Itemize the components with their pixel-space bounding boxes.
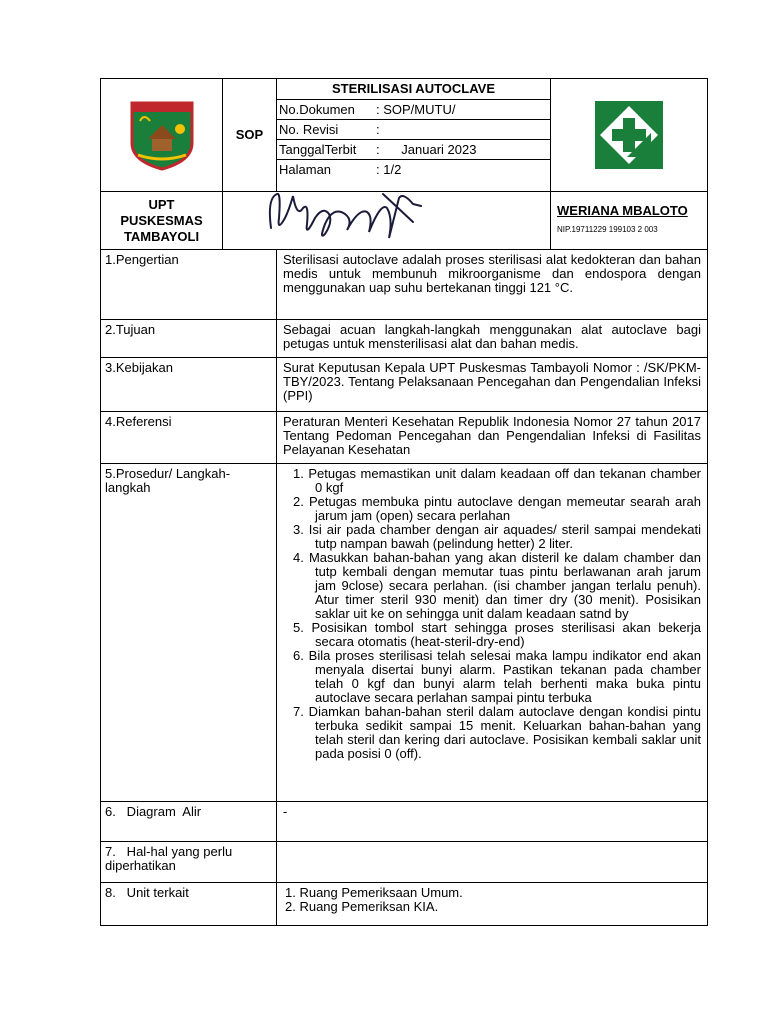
section-body-prosedur xyxy=(277,464,708,802)
procedure-step: 4. Masukkan bahan-bahan yang akan disteril ke dalam chamber dan tutp kembali dengan memutar tuas pintu berlawanan arah jarum jam 9close) secara perlahan. (isi chamber jangan terlalu penuh). Atur timer steril 930 menit) dan timer dry (30 menit). Posisikan saklar uit ke on sehingga unit dalam keadaan satnd by xyxy=(293,550,701,621)
section-body-hal xyxy=(277,842,708,883)
section-label-prosedur: 5.Prosedur/ Langkah-langkah xyxy=(101,464,277,802)
procedure-step: 5. Posisikan tombol start sehingga proses sterilisasi akan bekerja secara otomatis (heat-steril-dry-end) xyxy=(293,620,701,649)
section-body-tujuan: Sebagai acuan langkah-langkah menggunakan alat autoclave bagi petugas untuk mensterilisasi alat dan bahan medis. xyxy=(277,320,708,358)
puskesmas-name-cell xyxy=(101,192,223,250)
section-label-diagram: 6. Diagram Alir xyxy=(101,802,277,842)
sop-label-cell xyxy=(223,79,277,192)
procedure-step: 2. Petugas membuka pintu autoclave dengan memeutar searah arah jarum jam (open) secara perlahan xyxy=(293,494,701,523)
section-body-pengertian: Sterilisasi autoclave adalah proses sterilisasi alat kedokteran dan bahan medis untuk membunuh mikroorganisme dan endospora dengan menggunakan uap suhu bertekanan tinggi 121 °C. xyxy=(277,250,708,320)
sop-document xyxy=(100,78,707,926)
unit-item: 1. Ruang Pemeriksaan Umum. xyxy=(285,885,463,900)
regency-logo-cell xyxy=(101,79,223,192)
document-title: STERILISASI AUTOCLAVE xyxy=(277,79,550,100)
meta-no-dokumen: No.Dokumen : SOP/MUTU/ xyxy=(277,100,550,120)
signature-cell xyxy=(223,192,551,250)
doc-meta-cell xyxy=(277,79,551,192)
sop-label: SOP xyxy=(235,127,264,142)
signer-nip: NIP.19711229 199103 2 003 xyxy=(557,225,658,234)
procedure-step: 1. Petugas memastikan unit dalam keadaan off dan tekanan chamber 0 kgf xyxy=(293,466,701,495)
procedure-step: 7. Diamkan bahan-bahan steril dalam autoclave dengan kondisi pintu terbuka sedikit sampai 15 menit. Keluarkan bahan-bahan yang telah steril dan kering dari autoclave. Posisikan kembali saklar unit pada posisi 0 (off). xyxy=(293,704,701,761)
meta-no-revisi: No. Revisi : xyxy=(277,120,550,140)
section-label-hal: 7. Hal-hal yang perlu diperhatikan xyxy=(101,842,277,883)
puskesmas-logo-cell xyxy=(551,79,708,192)
procedure-step: 6. Bila proses sterilisasi telah selesai maka lampu indikator end akan menyala disertai bunyi alarm. Pastikan tekanan pada chamber telah 0 kgf dan bunyi alarm telah berhenti maka buka pintu autoclave secara perlahan sampai pintu terbuka xyxy=(293,648,701,705)
meta-tanggal-terbit: TanggalTerbit : Januari 2023 xyxy=(277,140,550,160)
section-label-tujuan: 2.Tujuan xyxy=(101,320,277,358)
section-body-diagram: - xyxy=(277,802,708,842)
regency-logo-icon xyxy=(128,99,196,171)
section-body-unit xyxy=(277,883,708,926)
puskesmas-name: UPT PUSKESMAS TAMBAYOLI xyxy=(120,196,203,244)
signer-cell xyxy=(551,192,708,250)
section-label-kebijakan: 3.Kebijakan xyxy=(101,358,277,412)
section-body-kebijakan: Surat Keputusan Kepala UPT Puskesmas Tambayoli Nomor : /SK/PKM-TBY/2023. Tentang Pelaksanaan Pencegahan dan Pengendalian Infeksi (PPI) xyxy=(277,358,708,412)
procedure-step: 3. Isi air pada chamber dengan air aquades/ steril sampai mendekati tutp nampan bawah (pelindung hetter) 2 liter. xyxy=(293,522,701,551)
section-label-referensi: 4.Referensi xyxy=(101,412,277,464)
section-body-referensi: Peraturan Menteri Kesehatan Republik Indonesia Nomor 27 tahun 2017 Tentang Pedoman Pencegahan dan Pengendalian Infeksi di Fasilitas Pelayanan Kesehatan xyxy=(277,412,708,464)
procedure-steps-list xyxy=(283,467,701,761)
signature-icon xyxy=(263,188,443,248)
sop-table xyxy=(100,78,708,926)
section-label-unit: 8. Unit terkait xyxy=(101,883,277,926)
puskesmas-logo-icon xyxy=(594,100,664,170)
signer-name: WERIANA MBALOTO xyxy=(557,203,688,218)
section-label-pengertian: 1.Pengertian xyxy=(101,250,277,320)
unit-item: 2. Ruang Pemeriksan KIA. xyxy=(285,899,439,914)
meta-halaman: Halaman : 1/2 xyxy=(279,161,402,177)
